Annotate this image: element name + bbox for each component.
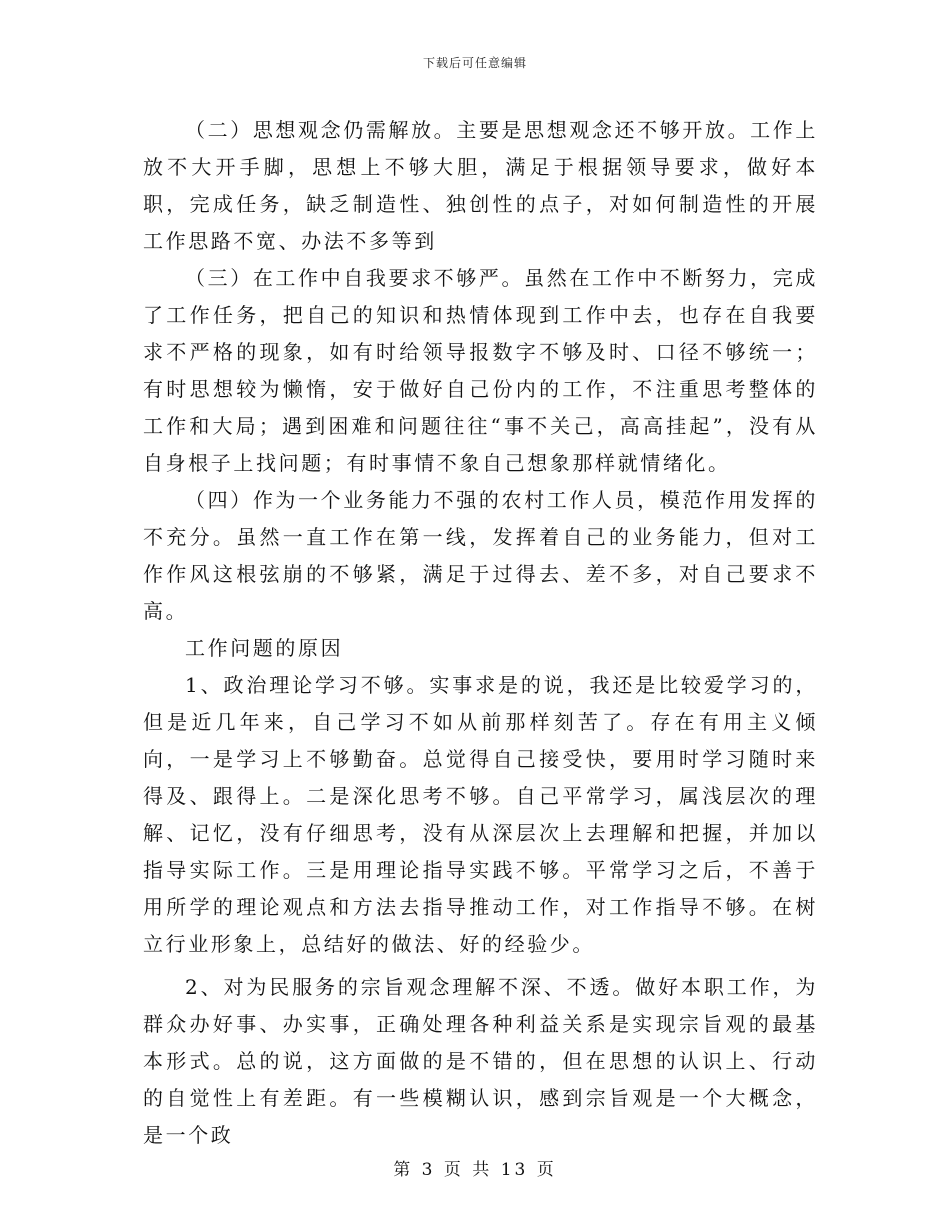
paragraph-cause-2: 2、对为民服务的宗旨观念理解不深、不透。做好本职工作，为群众办好事、办实事，正确处理各种利益关系是实现宗旨观的最基本形式。总的说，这方面做的是不错的，但在思想的认识上、行动的自觉性上有差距。有一些模糊认识，感到宗旨观是一个大概念，是一个政 (143, 975, 818, 1147)
page-number-footer: 第 3 页 共 13 页 (393, 1160, 557, 1180)
paragraph-section-3: （三）在工作中自我要求不够严。虽然在工作中不断努力，完成了工作任务，把自己的知识和热情体现到工作中去，也存在自我要求不严格的现象，如有时给领导报数字不够及时、口径不够统一；有时思想较为懒惰，安于做好自己份内的工作，不注重思考整体的工作和大局；遇到困难和问题往往“事不关己，高高挂起”，没有从自身根子上找问题；有时事情不象自己想象那样就情绪化。 (143, 266, 818, 475)
paragraph-section-2: （二）思想观念仍需解放。主要是思想观念还不够开放。工作上放不大开手脚，思想上不够大胆，满足于根据领导要求，做好本职，完成任务，缺乏制造性、独创性的点子，对如何制造性的开展工作思路不宽、办法不多等到 (143, 118, 818, 253)
paragraph-cause-1: 1、政治理论学习不够。实事求是的说，我还是比较爱学习的，但是近几年来，自己学习不如从前那样刻苦了。存在有用主义倾向，一是学习上不够勤奋。总觉得自己接受快，要用时学习随时来得及、跟得上。二是深化思考不够。自己平常学习，属浅层次的理解、记忆，没有仔细思考，没有从深层次上去理解和把握，并加以指导实际工作。三是用理论指导实践不够。平常学习之后，不善于用所学的理论观点和方法去指导推动工作，对工作指导不够。在树立行业形象上，总结好的做法、好的经验少。 (143, 673, 818, 956)
section-heading-causes: 工作问题的原因 (185, 636, 344, 660)
page-header-note: 下载后可任意编辑 (422, 56, 527, 70)
paragraph-section-4: （四）作为一个业务能力不强的农村工作人员，模范作用发挥的不充分。虽然一直工作在第一线，发挥着自己的业务能力，但对工作作风这根弦崩的不够紧，满足于过得去、差不多，对自己要求不高。 (143, 488, 818, 623)
document-body (143, 112, 818, 1154)
